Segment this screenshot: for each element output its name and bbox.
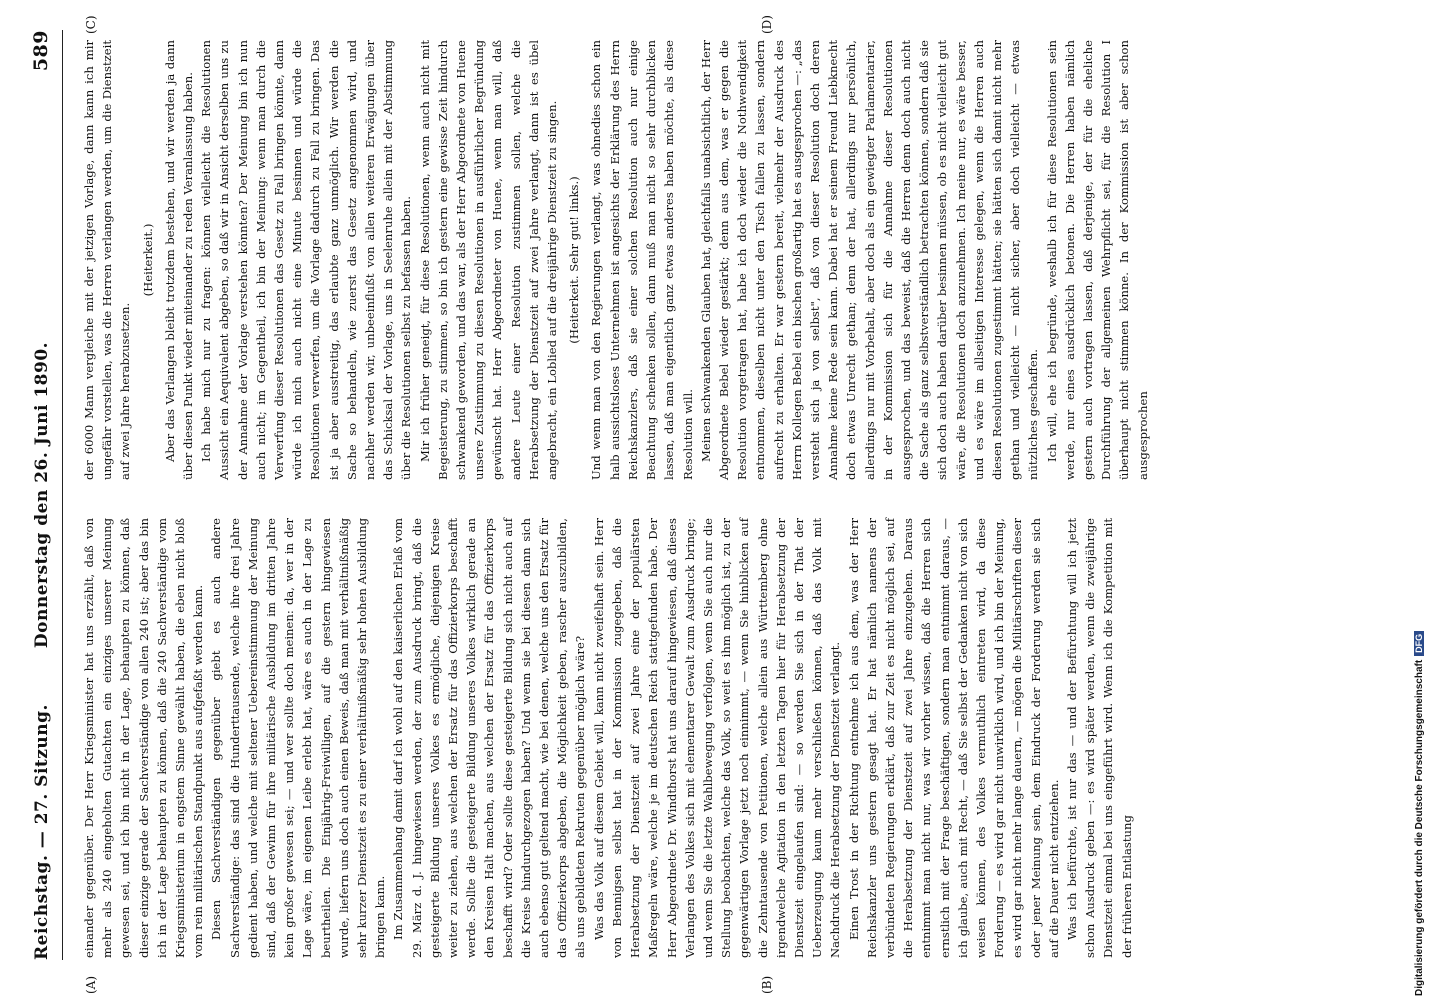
header-date: Donnerstag den 26. Juni 1890. — [32, 341, 52, 649]
header-left: Reichstag. — 27. Sitzung. — [32, 704, 52, 960]
paragraph: der 6000 Mann vergleiche mit der jetzigen Vorlage, dann kann ich mir ungefähr vorstellen, was die Herren verlangen werden, um die Dienstzeit auf zwei Jahre herabzusetzen. — [82, 40, 133, 480]
page-number: 589 — [30, 30, 52, 72]
paragraph: Im Zusammenhang damit darf ich wohl auf den kaiserlichen Erlaß vom 29. März d. J. hingewiesen werden, der zum Ausdruck bringt, daß die gesteigerte Bildung unseres Volkes es ermögliche, diejenigen Kreise weiter zu ziehen, aus welchen der Ersatz für das Offizierkorps beschafft werde. Sollte die gesteigerte Bildung unseres Volkes wirklich gerade an den Kreisen Halt machen, aus welchen der Ersatz für das Offizierkorps beschafft wird? Oder sollte diese gesteigerte Bildung sich nicht auch auf die Kreise hindurchgezogen haben? Und wenn sie bei diesen dann sich auch ebenso gut geltend macht, wie bei denen, welche uns den Ersatz für das Offizierkorps abgeben, die Möglichkeit geben, rascher auszubilden, als uns gebildeten Rekruten gegenüber möglich wäre? — [391, 518, 588, 958]
paragraph: Was das Volk auf diesem Gebiet will, kann nicht zweifelhaft sein. Herr von Bennigsen selbst hat in der Kommission zugegeben, daß die Herabsetzung der Dienstzeit auf zwei Jahre eine der populärsten Maßregeln wäre, welche je im deutschen Reich stattgefunden habe. Der Herr Abgeordnete Dr. Windthorst hat uns darauf hingewiesen, daß dieses Verlangen des Volkes sich mit elementarer Gewalt zum Ausdruck bringe; und wenn Sie die letzte Wahlbewegung verfolgen, wenn Sie auch nur die Stellung beobachten, welche das Volk, so weit es ihm möglich ist, zu der gegenwärtigen Vorlage jetzt noch einnimmt, — wenn Sie hinblicken auf die Zehntausende von Petitionen, welche allein aus Württemberg ohne irgendwelche Agitation in den letzten Tagen hier für Herabsetzung der Dienstzeit eingelaufen sind: — so werden Sie sich in der That der Ueberzeugung kaum mehr verschließen können, daß das Volk mit Nachdruck die Herabsetzung der Dienstzeit verlangt. — [591, 518, 843, 958]
margin-marker-a: (A) — [84, 975, 98, 994]
paragraph: Meinen schwankenden Glauben hat, gleichfalls unabsichtlich, der Herr Abgeordnete Bebel wieder gestärkt; denn aus dem, was er gegen die Resolution vorgetragen hat, habe ich doch wieder die Nothwendigkeit entnommen, dieselben nicht unter den Tisch fallen zu lassen, sondern aufrecht zu erhalten. Er war gestern bereit, vielmehr der Ausdruck des Herrn Kollegen Bebel ein bischen großartig hat es ausgesprochen —: „das versteht sich ja von selbst", daß von dieser Resolution doch deren Annahme keine Rede sein kann. Dabei hat er seinem Freund Liebknecht doch etwas Unrecht gethan; denn der hat, allerdings nur persönlich, allerdings nur mit Vorbehalt, aber doch als ein gewiegter Parlamentarier, in der Kommission sich für die Annahme dieser Resolutionen ausgesprochen, und das beweist, daß die Herren denn doch auch nicht die Sache als ganz selbstverständlich betrachten können, sondern daß sie sich doch auch haben darüber besinnen müssen, ob es nicht vielleicht gut wäre, die Resolutionen doch anzunehmen. Ich meine nur, es wäre besser, und es wäre im allseitigen Interesse gelegen, wenn die Herren auch diesen Resolutionen zugestimmt hätten; sie hätten sich damit nicht mehr gethan und vielleicht — nicht sicher, aber doch vielleicht — etwas nützliches geschaffen. — [698, 40, 1041, 480]
paragraph: Und wenn man von den Regierungen verlangt, was ohnedies schon ein halb aussichtsloses Unternehmen ist angesichts der Erklärung des Herrn Reichskanzlers, daß sie einer solchen Resolution auch nur einige Beachtung schenken sollen, dann muß man nicht so sehr durchblicken lassen, daß man eigentlich ganz etwas anderes haben möchte, als diese Resolution will. — [589, 40, 695, 480]
page-header — [22, 30, 63, 960]
text-column-right — [80, 40, 1152, 480]
paragraph: Aber das Verlangen bleibt trotzdem bestehen, und wir werden ja dann über diesen Punkt wieder miteinander zu reden Veranlassung haben. — [162, 40, 196, 480]
paragraph: Ich will, ehe ich begründe, weshalb ich für diese Resolutionen sein werde, nur eines ausdrücklich betonen. Die Herren haben nämlich gestern auch vortragen lassen, daß derjenige, der für die eheliche Durchführung der allgemeinen Wehrpflicht sei, für die Resolution I überhaupt nicht stimmen könne. In der Kommission ist aber schon ausgesprochen — [1044, 40, 1150, 480]
interjection: (Heiterkeit.) — [140, 223, 155, 297]
margin-marker-b: (B) — [760, 975, 774, 994]
paragraph: einander gegenüber. Der Herr Kriegsminister hat uns erzählt, daß von mehr als 240 eingeholten Gutachten ein einziges unserer Meinung gewesen sei, und ich bin nicht in der Lage, behaupten zu können, daß dieser einzige gerade der Sachverständige von allen 240 ist; aber das bin ich in der Lage behaupten zu können, daß die 240 Sachverständige vom Kriegsministerium in engstem Sinne gewählt haben, die eben nicht bloß vom rein militärischen Standpunkt aus aufgefaßt werden kann. — [82, 518, 206, 958]
paragraph: Einen Trost in der Richtung entnehme ich aus dem, was der Herr Reichskanzler uns gestern gesagt hat. Er hat nämlich namens der verbündeten Regierungen erklärt, daß zur Zeit es nicht möglich sei, auf die Herabsetzung der Dienstzeit auf zwei Jahre einzugehen. Daraus entnimmt man nicht nur, was wir vorher wissen, daß die Herren sich ernstlich mit der Frage beschäftigen, sondern man entnimmt daraus, — ich glaube, auch mit Recht, — daß Sie selbst der Gedanken nicht von sich weisen können, des Volkes vermuthlich eintreten wird, da diese Forderung — es wird gar nicht unwirklich wird, und ich bin der Meinung, es wird gar nicht mehr lange dauern, — mögen die Militärschriften dieser oder jener Meinung sein, dem Eindruck der Forderung werden sie sich auf die Dauer nicht entziehen. — [846, 518, 1061, 958]
dfg-logo: DFG — [1414, 631, 1424, 656]
text-column-left — [80, 518, 1136, 958]
margin-marker-c: (C) — [84, 15, 98, 34]
digitization-credit — [1414, 631, 1425, 996]
paragraph: Diesen Sachverständigen gegenüber giebt es auch andere Sachverständige: das sind die Hunderttausende, welche ihre drei Jahre gedient haben, und welche mit seltener Uebereinstimmung der Meinung sind, daß der Gewinn für ihre militärische Ausbildung im dritten Jahre kein großer gewesen sei; — und wer sollte doch meinen: da, wer in der Lage wäre, im eigenen Leibe erlebt hat, wäre es auch in der Lage zu beurtheilen. Die Einjährig-Freiwilligen, auf die gestern hingewiesen wurde, liefern uns doch auch einen Beweis, daß man mit verhältnißmäßig sehr kurzer Dienstzeit es zu einer verhältnißmäßig sehr hohen Ausbildung bringen kann. — [209, 518, 388, 958]
credit-text: Digitalisierung gefördert durch die Deutsche Forschungsgemeinschaft — [1414, 659, 1425, 996]
interjection: (Heiterkeit. Sehr gut! links.) — [567, 176, 582, 344]
paragraph: Was ich befürchte, ist nur das — und der Befürchtung will ich jetzt schon Ausdruck geben —: es wird später werden, wenn die zweijährige Dienstzeit einmal bei uns eingeführt wird. Wenn ich die Kompetition mit der früheren Entlastung — [1064, 518, 1134, 958]
margin-marker-d: (D) — [760, 15, 774, 34]
paragraph: Mir ich früher geneigt, für diese Resolutionen, wenn auch nicht mit Begeisterung, zu stimmen, so bin ich gestern eine gewisse Zeit hindurch schwankend geworden, und das war, als der Herr Abgeordnete von Huene unsere Zustimmung zu diesen Resolutionen in ausführlicher Begründung gewünscht hat. Herr Abgeordneter von Huene, wenn man will, daß andere Leute einer Resolution zustimmen sollen, welche die Herabsetzung der Dienstzeit auf zwei Jahre verlangt, dann ist es übel angebracht, ein Loblied auf die dreijährige Dienstzeit zu singen. — [417, 40, 560, 480]
paragraph: Ich habe mich nur zu fragen: können vielleicht die Resolutionen Aussicht ein Aequivalent abgeben, so daß wir in Ansicht derselben uns zu der Annahme der Vorlage verstehen könnten? Der Meinung bin ich nun auch nicht; im Gegentheil, ich bin der Meinung: wenn man durch die Verwerfung dieser Resolutionen das Gesetz zu Fall bringen könnte, dann würde ich mich auch nicht eine Minute besinnen und würde die Resolutionen verwerfen, um die Vorlage dadurch zu Fall zu bringen. Das ist ja aber ausstreitig, das erlaubte ganz unmöglich. Wir werden die Sache so behandeln, wie zuerst das Gesetz angenommen wird, und nachher werden wir, unbeeinflußt von allen weiteren Erwägungen über das Schicksal der Vorlage, uns in Seelenruhe allein mit der Abstimmung über die Resolutionen selbst zu befassen haben. — [199, 40, 414, 480]
